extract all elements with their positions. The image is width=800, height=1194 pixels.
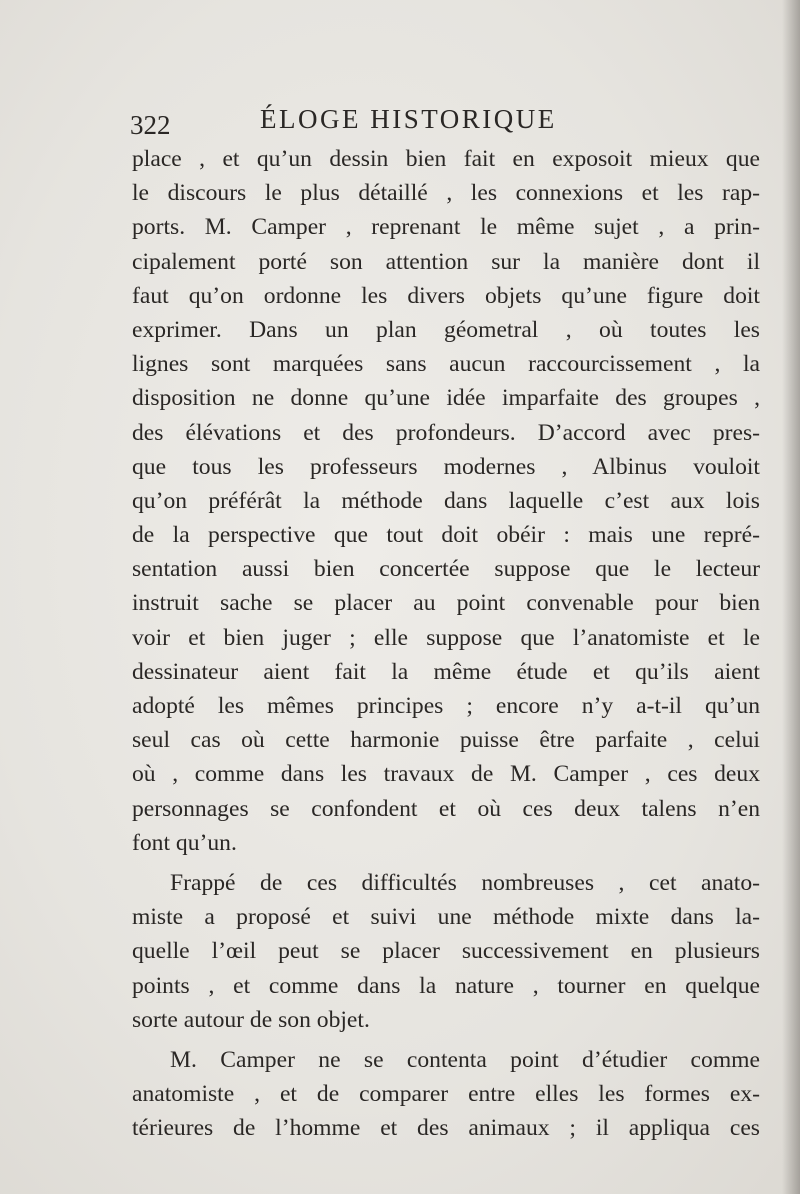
text-line: des élévations et des profondeurs. D’accord avec pres- <box>132 419 760 446</box>
text-line: instruit sache se placer au point convenable pour bien <box>132 590 760 617</box>
page-edge-shadow <box>782 0 800 1194</box>
text-line: où , comme dans les travaux de M. Camper , ces deux <box>132 761 760 788</box>
text-line: miste a proposé et suivi une méthode mixte dans la- <box>132 904 760 931</box>
text-line: anatomiste , et de comparer entre elles les formes ex- <box>132 1081 760 1108</box>
text-line: lignes sont marquées sans aucun raccourcissement , la <box>132 351 760 378</box>
text-line: seul cas où cette harmonie puisse être parfaite , celui <box>132 727 760 754</box>
text-line: disposition ne donne qu’une idée imparfaite des groupes , <box>132 385 760 412</box>
text-line: de la perspective que tout doit obéir : mais une repré- <box>132 522 760 549</box>
text-line: cipalement porté son attention sur la manière dont il <box>132 248 760 275</box>
text-line: M. Camper ne se contenta point d’étudier comme <box>170 1046 760 1073</box>
body-text <box>132 142 760 1145</box>
text-line: le discours le plus détaillé , les connexions et les rap- <box>132 180 760 207</box>
text-line: sorte autour de son objet. <box>132 1006 370 1033</box>
text-line: sentation aussi bien concertée suppose que le lecteur <box>132 556 760 583</box>
running-title: ÉLOGE HISTORIQUE <box>260 104 557 134</box>
text-line: térieures de l’homme et des animaux ; il appliqua ces <box>132 1115 760 1142</box>
text-line: personnages se confondent et où ces deux talens n’en <box>132 795 760 822</box>
text-line: Frappé de ces difficultés nombreuses , cet anato- <box>170 869 760 896</box>
text-line: font qu’un. <box>132 829 237 856</box>
text-line: place , et qu’un dessin bien fait en exposoit mieux que <box>132 146 760 172</box>
text-line: qu’on préférât la méthode dans laquelle c’est aux lois <box>132 487 760 514</box>
text-line: que tous les professeurs modernes , Albinus vouloit <box>132 453 760 480</box>
text-line: exprimer. Dans un plan géometral , où toutes les <box>132 316 760 343</box>
text-line: voir et bien juger ; elle suppose que l’anatomiste et le <box>132 624 760 651</box>
text-line: dessinateur aient fait la même étude et qu’ils aient <box>132 658 760 685</box>
page-number: 322 <box>130 110 171 140</box>
text-line: ports. M. Camper , reprenant le même sujet , a prin- <box>132 214 760 241</box>
text-line: adopté les mêmes principes ; encore n’y a-t-il qu’un <box>132 693 760 719</box>
text-line: faut qu’on ordonne les divers objets qu’une figure doit <box>132 282 760 309</box>
page-header <box>130 104 770 140</box>
text-line: quelle l’œil peut se placer successivement en plusieurs <box>132 938 760 965</box>
text-line: points , et comme dans la nature , tourner en quelque <box>132 972 760 999</box>
